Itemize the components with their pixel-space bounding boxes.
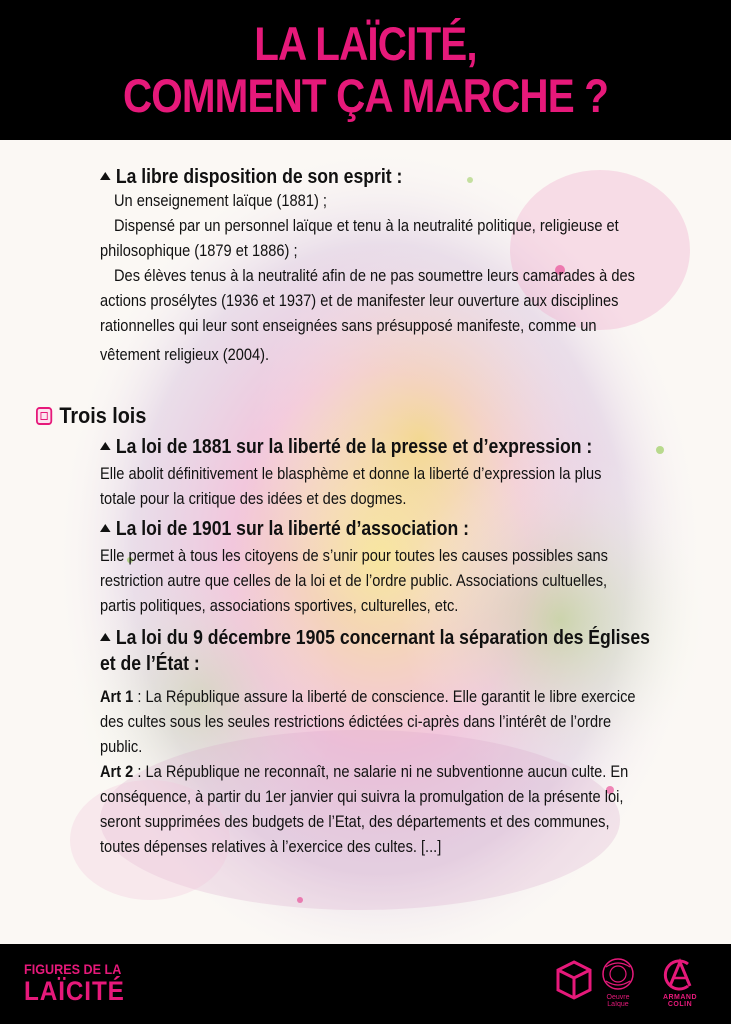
- armand-colin-caption: ARMAND COLIN: [662, 994, 698, 1008]
- triangle-up-icon: [100, 442, 111, 450]
- armand-colin-logo: [650, 956, 710, 1006]
- art2-label: Art 2: [100, 762, 134, 781]
- armand-colin-logo-icon: [650, 956, 710, 994]
- oeuvre-laique-caption: Oeuvre Laïque: [606, 994, 630, 1008]
- cube-icon: [36, 407, 52, 425]
- footer-brand: [24, 961, 125, 1005]
- oeuvre-laique-logo-icon: [598, 957, 638, 993]
- title-line-2: COMMENT ÇA MARCHE ?: [122, 69, 609, 122]
- law3-art2-line: Art 2 : La République ne reconnaît, ne salarie ni ne subventionne aucun culte. En: [100, 762, 629, 781]
- law2-line: Elle permet à tous les citoyens de s’unir pour toutes les causes possibles sans: [100, 546, 608, 565]
- brand-small-text: FIGURES DE LA: [24, 961, 122, 977]
- law2-line: restriction autre que celles de la loi et de l’ordre public. Associations cultuelles,: [100, 571, 608, 590]
- art1-label: Art 1: [100, 687, 134, 706]
- law3-heading-line-2: et de l’État :: [100, 653, 200, 675]
- law1-heading: La loi de 1881 sur la liberté de la presse et d’expression :: [100, 435, 592, 460]
- section1-line: philosophique (1879 et 1886) ;: [100, 241, 298, 260]
- section1-line: Des élèves tenus à la neutralité afin de ne pas soumettre leurs camarades à des: [114, 266, 635, 285]
- section1-line: Dispensé par un personnel laïque et tenu à la neutralité politique, religieuse et: [114, 216, 619, 235]
- section1-line: Un enseignement laïque (1881) ;: [114, 191, 327, 210]
- law2-line: partis politiques, associations sportives, culturelles, etc.: [100, 596, 459, 615]
- law1-line: Elle abolit définitivement le blasphème et donne la liberté d’expression la plus: [100, 464, 602, 483]
- law3-art2-line: conséquence, à partir du 1er janvier qui suivra la promulgation de la présente loi,: [100, 787, 624, 806]
- law3-art1-line: des cultes sous les seules restrictions édictées ci-après dans l’intérêt de l’ordre: [100, 712, 612, 731]
- law1-line: totale pour la critique des idées et des dogmes.: [100, 489, 407, 508]
- section1-line: rationnelles qui leur sont enseignées sans présupposé manifeste, comme un: [100, 316, 597, 335]
- law3-heading-line-1: La loi du 9 décembre 1905 concernant la séparation des Églises: [100, 626, 650, 651]
- law3-art1-line: Art 1 : La République assure la liberté de conscience. Elle garantit le libre exercice: [100, 687, 636, 706]
- brand-big-text: LAÏCITÉ: [24, 976, 125, 1006]
- cube-logo-icon: [555, 960, 593, 1000]
- triangle-up-icon: [100, 633, 111, 641]
- triangle-up-icon: [100, 524, 111, 532]
- law3-art2-line: toutes dépenses relatives à l’exercice des cultes. [...]: [100, 837, 442, 856]
- header-bar: [0, 0, 731, 140]
- title-line-1: LA LAÏCITÉ,: [254, 17, 477, 70]
- section1-line: actions prosélytes (1936 et 1937) et de manifester leur ouverture aux disciplines: [100, 291, 619, 310]
- page-title: [51, 18, 680, 122]
- law3-art2-line: seront supprimées des budgets de l’Etat, des départements et des communes,: [100, 812, 610, 831]
- oeuvre-laique-logo: [598, 957, 638, 1008]
- section1-heading: La libre disposition de son esprit :: [100, 165, 402, 190]
- law2-heading: La loi de 1901 sur la liberté d’association :: [100, 517, 469, 542]
- triangle-up-icon: [100, 172, 111, 180]
- section1-line: vêtement religieux (2004).: [100, 345, 270, 364]
- law3-art1-line: public.: [100, 737, 143, 756]
- section2-heading: Trois lois: [36, 403, 146, 429]
